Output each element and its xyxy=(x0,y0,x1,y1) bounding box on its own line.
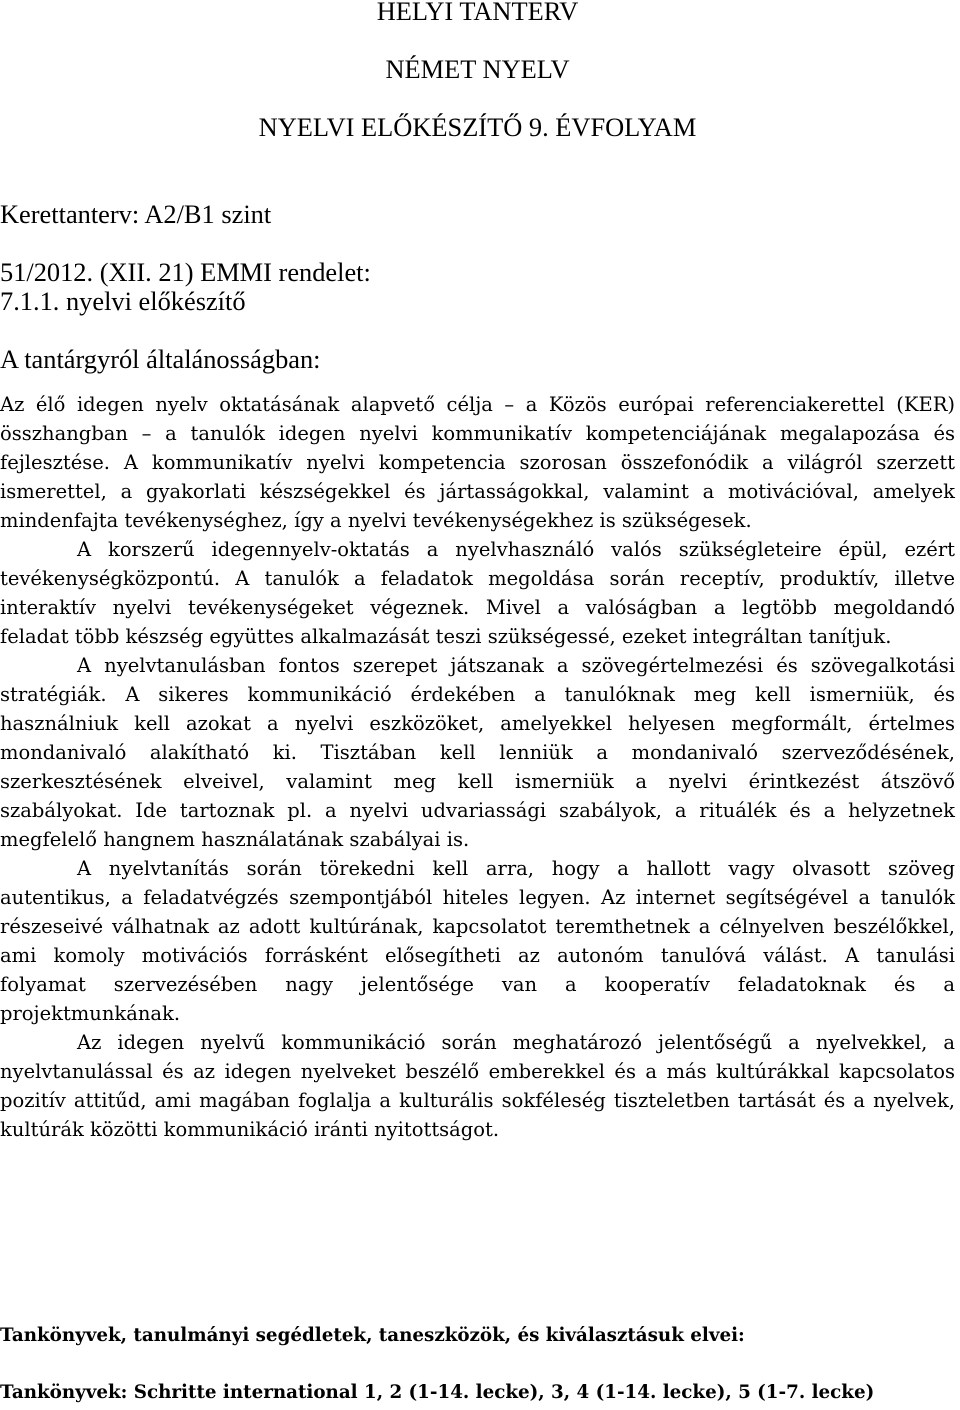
paragraph xyxy=(0,854,955,1028)
paragraph-line: mondanivaló alakítható ki. Tisztában kell lenniük a mondanivaló szerveződésének, xyxy=(0,741,955,764)
paragraph-line: használniuk kell azokat a nyelvi eszközöket, amelyekkel helyesen megformált, értelmes xyxy=(0,712,955,735)
section-heading: A tantárgyról általánosságban: xyxy=(0,344,321,374)
decree-line: 51/2012. (XII. 21) EMMI rendelet: xyxy=(0,257,371,287)
paragraph-line: kultúrák közötti kommunikáció iránti nyitottságot. xyxy=(0,1118,500,1141)
paragraph-line: pozitív attitűd, ami magában foglalja a kulturális sokféleség tiszteletben tartását és a nyelvek, xyxy=(0,1089,955,1112)
paragraph-line: Az élő idegen nyelv oktatásának alapvető célja – a Közös európai referenciakerettel (KER) xyxy=(0,393,955,416)
paragraph-line: fejlesztése. A kommunikatív nyelvi kompetencia szorosan összefonódik a világról szerzett xyxy=(0,451,955,474)
paragraph-line: stratégiák. A sikeres kommunikáció érdekében a tanulóknak meg kell ismerniük, és xyxy=(0,683,955,706)
paragraph-line: projektmunkának. xyxy=(0,1002,181,1025)
framework-line: Kerettanterv: A2/B1 szint xyxy=(0,199,272,229)
paragraph-line: ismerettel, a gyakorlati készségekkel és jártasságokkal, valamint a motivációval, amelyek xyxy=(0,480,955,503)
paragraph-line: folyamat szervezésében nagy jelentősége van a kooperatív feladatoknak és a xyxy=(0,973,955,996)
paragraph-line: A nyelvtanulásban fontos szerepet játszanak a szövegértelmezési és szövegalkotási xyxy=(77,654,955,677)
paragraph-line: összhangban – a tanulók idegen nyelvi kommunikatív kompetenciájának megalapozása és xyxy=(0,422,955,445)
paragraph-line: A nyelvtanítás során törekedni kell arra, hogy a hallott vagy olvasott szöveg xyxy=(77,857,955,880)
paragraph xyxy=(0,390,955,535)
doc-grade: NYELVI ELŐKÉSZÍTŐ 9. ÉVFOLYAM xyxy=(258,112,697,142)
paragraph-line: feladat több készség együttes alkalmazását teszi szükségessé, ezeket integráltan tanítjuk. xyxy=(0,625,892,648)
body-text xyxy=(0,390,955,1144)
paragraph-line: A korszerű idegennyelv-oktatás a nyelvhasználó valós szükségleteire épül, ezért xyxy=(77,538,955,561)
paragraph-line: interaktív nyelvi tevékenységeket végeznek. Mivel a valóságban a legtöbb megoldandó xyxy=(0,596,955,619)
paragraph-line: mindenfajta tevékenységhez, így a nyelvi tevékenységekhez is szükségesek. xyxy=(0,509,752,532)
paragraph-line: Az idegen nyelvű kommunikáció során meghatározó jelentőségű a nyelvekkel, a xyxy=(77,1031,955,1054)
paragraph-line: tevékenységközpontú. A tanulók a feladatok megoldása során receptív, produktív, illetve xyxy=(0,567,955,590)
paragraph xyxy=(0,651,955,854)
paragraph xyxy=(0,535,955,651)
paragraph-line: megfelelő hangnem használatának szabályai is. xyxy=(0,828,470,851)
doc-title: HELYI TANTERV xyxy=(376,0,579,26)
textbooks-list: Tankönyvek: Schritte international 1, 2 (1-14. lecke), 3, 4 (1-14. lecke), 5 (1-7. lecke) xyxy=(0,1382,875,1403)
section-line: 7.1.1. nyelvi előkészítő xyxy=(0,286,246,316)
paragraph-line: szerkesztésének elveivel, valamint meg kell ismerniük a nyelvi érintkezést átszövő xyxy=(0,770,955,793)
paragraph-line: szabályokat. Ide tartoznak pl. a nyelvi udvariassági szabályok, a rituálék és a helyzetnek xyxy=(0,799,955,822)
paragraph-line: ami komoly motivációs forrásként elősegítheti az autonóm tanulóvá válást. A tanulási xyxy=(0,944,955,967)
paragraph xyxy=(0,1028,955,1144)
textbooks-heading: Tankönyvek, tanulmányi segédletek, taneszközök, és kiválasztásuk elvei: xyxy=(0,1325,745,1346)
paragraph-line: részeseivé válhatnak az adott kultúrának, kapcsolatot teremthetnek a célnyelven beszélőkkel, xyxy=(0,915,955,938)
doc-subject: NÉMET NYELV xyxy=(385,54,570,84)
paragraph-line: nyelvtanulással és az idegen nyelveket beszélő emberekkel és a más kultúrákkal kapcsolatos xyxy=(0,1060,955,1083)
paragraph-line: autentikus, a feladatvégzés szempontjából hiteles legyen. Az internet segítségével a tanulók xyxy=(0,886,955,909)
